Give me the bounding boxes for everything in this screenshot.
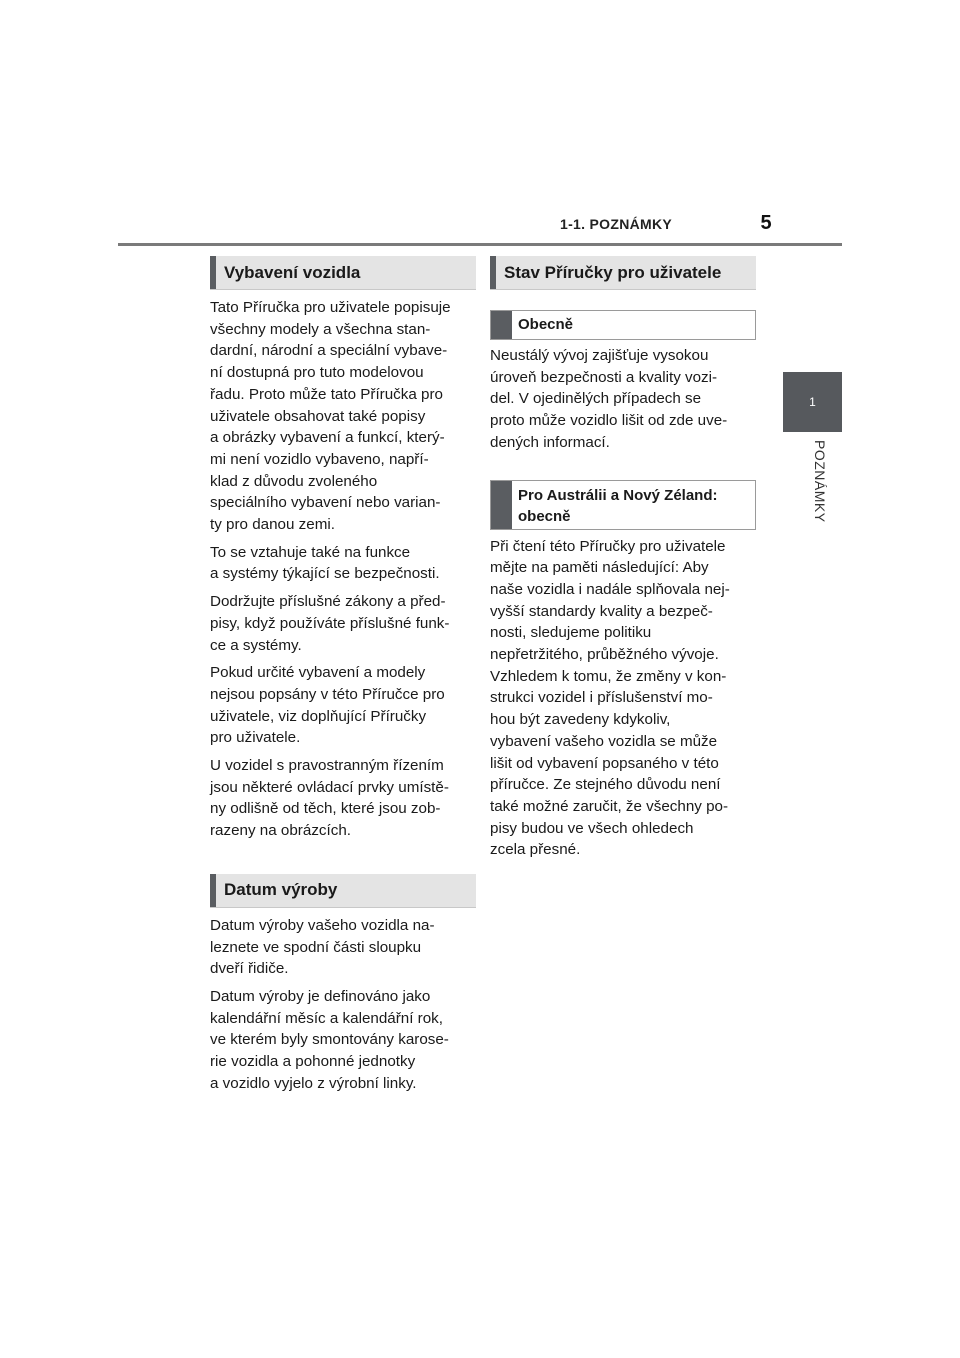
paragraph: Tato Příručka pro uživatele popisuje všechny modely a všechna stan- dardní, národní a speciální vybave- ní dostupná pro tuto modelovou řadu. Proto může tato Příručka pro uživatele obsahovat také popisy a obrázky vybavení a funkcí, který- mi není vozidlo vybaveno, napří- klad z důvodu zvoleného speciálního vybavení nebo varian- ty pro danou zemi. (210, 299, 451, 534)
paragraph: To se vztahuje také na funkce a systémy týkající se bezpečnosti. (210, 543, 440, 583)
subheading-obecne: Obecně (490, 310, 756, 340)
chapter-label: POZNÁMKY (812, 440, 828, 523)
paragraph: Dodržujte příslušné zákony a před- pisy, když používáte příslušné funk- ce a systémy. (210, 593, 450, 654)
paragraph: Při čtení této Příručky pro uživatele mějte na paměti následující: Aby naše vozidla i nadále splňovala nej- vyšší standardy kvality a bezpeč- nosti, sledujeme politiku nepřetržitého, průběžného vývoje. Vzhledem k tomu, že změny v kon- strukci vozidel i příslušenství mo- hou být zavedeny kdykoliv, vybavení vašeho vozidla se může lišit od vybavení popsaného v této příručce. Ze stejného důvodu není také možné zaručit, že všechny po- pisy budou ve všech ohledech zcela přesné. (490, 537, 730, 859)
chapter-number: 1 (809, 395, 816, 409)
page-number: 5 (760, 212, 772, 234)
paragraph: Datum výroby vašeho vozidla na- leznete ve spodní části sloupku dveří řidiče. (210, 916, 435, 978)
section-heading-datum: Datum výroby (210, 874, 476, 908)
section-heading-vybaveni: Vybavení vozidla (210, 256, 476, 290)
subheading-australie: Pro Austrálii a Nový Zéland: obecně (490, 480, 756, 530)
section-title: 1-1. POZNÁMKY (560, 216, 673, 232)
right-column (490, 256, 752, 867)
paragraph: Pokud určité vybavení a modely nejsou popsány v této Příručce pro uživatele, viz doplňující Příručky pro uživatele. (210, 664, 445, 747)
paragraph: Neustálý vývoj zajišťuje vysokou úroveň bezpečnosti a kvality vozi- del. V ojedinělých případech se proto může vozidlo lišit od zde uve- dených informací. (490, 347, 728, 451)
paragraph: Datum výroby je definováno jako kalendářní měsíc a kalendářní rok, ve kterém byly smontovány karose- rie vozidla a pohonné jednotky a vozidlo vyjelo z výrobní linky. (210, 987, 449, 1092)
header-divider (118, 243, 842, 246)
paragraph: U vozidel s pravostranným řízením jsou některé ovládací prvky umístě- ny odlišně od těch, které jsou zob- razeny na obrázcích. (210, 757, 449, 840)
chapter-tab (783, 372, 842, 432)
section-heading-stav: Stav Příručky pro uživatele (490, 256, 756, 290)
left-column (210, 256, 472, 1101)
